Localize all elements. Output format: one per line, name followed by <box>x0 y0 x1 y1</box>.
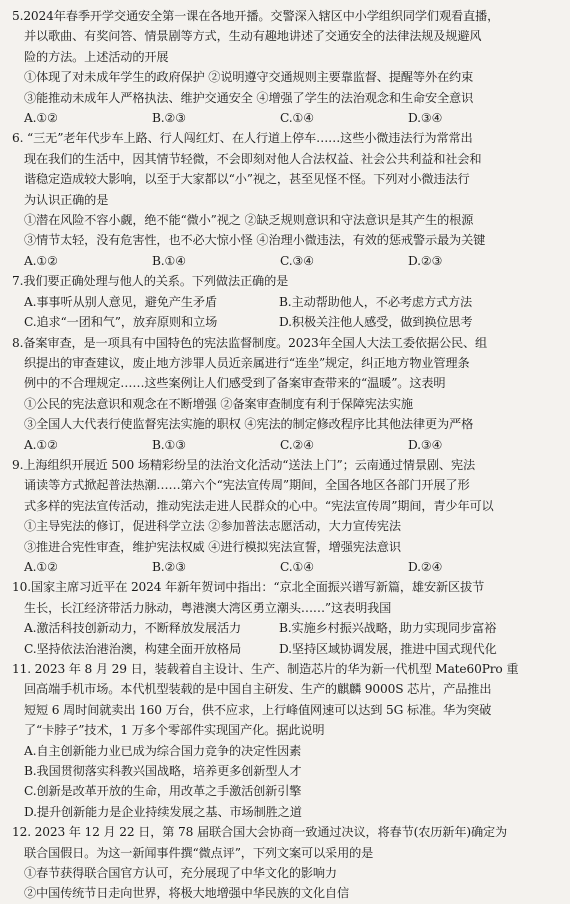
question-stem-line: 了“卡脖子”技术，1 万多个零部件实现国产化。据此说明 <box>24 723 325 738</box>
question-11 <box>12 659 560 822</box>
answer-options-row <box>12 618 560 638</box>
option-b[interactable]: B.实施乡村振兴战略，助力实现同步富裕 <box>279 621 497 636</box>
statement-line: ③情节太轻，没有危害性，也不必大惊小怪 ④治理小微违法，有效的惩戒警示最为关键 <box>24 233 486 248</box>
question-stem-line: 12. 2023 年 12 月 22 日，第 78 届联合国大会协商一致通过决议，将春节(农历新年)确定为 <box>12 825 508 840</box>
question-stem-line: 式多样的宪法宣传活动，推动宪法走进人民群众的心中。“宪法宣传周”期间，青少年可以 <box>24 498 494 513</box>
option-a[interactable]: A.事事听从别人意见，避免产生矛盾 <box>24 294 217 309</box>
option-b[interactable]: B.主动帮助他人，不必考虑方式方法 <box>279 294 473 309</box>
answer-options-row <box>12 639 560 659</box>
answer-options <box>12 108 560 128</box>
statement-line: ①潜在风险不容小觑，绝不能“微小”视之 ②缺乏规则意识和守法意识是其产生的根源 <box>24 213 474 228</box>
question-stem-line: 生长，长江经济带活力脉动，粤港澳大湾区勇立潮头……”这表明我国 <box>24 600 392 615</box>
question-stem-line: 7.我们要正确处理与他人的关系。下列做法正确的是 <box>12 274 289 289</box>
option-b[interactable]: B.①④ <box>152 253 187 268</box>
option-a[interactable]: A.①② <box>24 559 58 574</box>
answer-options <box>12 251 560 271</box>
option-b[interactable]: B.②③ <box>152 111 187 126</box>
option-c[interactable]: C.②④ <box>280 437 315 452</box>
answer-options-row <box>12 292 560 312</box>
question-stem-line: 谐稳定造成较大影响，以至于大家都以“小”视之，甚至见怪不怪。下列对小微违法行 <box>24 172 470 187</box>
option-d[interactable]: D.坚持区域协调发展，推进中国式现代化 <box>279 641 497 656</box>
question-stem-line: 11. 2023 年 8 月 29 日，装载着自主设计、生产、制造芯片的华为新一代机型 Mate60Pro 重 <box>12 662 519 676</box>
statement-line: ③全国人大代表行使监督宪法实施的职权 ④宪法的制定修改程序比其他法律更为严格 <box>24 417 474 432</box>
option-b[interactable]: B.我国贯彻落实科教兴国战略，培养更多创新型人才 <box>24 764 302 779</box>
question-5 <box>12 6 560 128</box>
option-c[interactable]: C.①④ <box>280 559 315 574</box>
option-a[interactable]: A.①② <box>24 437 58 452</box>
statement-line: ①体现了对未成年学生的政府保护 ②说明遵守交通规则主要靠监督、提醒等外在约束 <box>24 70 474 85</box>
option-a[interactable]: A.①② <box>24 111 58 126</box>
option-c[interactable]: C.③④ <box>280 253 315 268</box>
question-stem-line: 织提出的审查建议，废止地方涉罪人员近亲属进行“连坐”规定，纠正地方物业管理条 <box>24 355 470 370</box>
answer-options <box>12 435 560 455</box>
option-d[interactable]: D.积极关注他人感受，做到换位思考 <box>279 315 473 330</box>
question-stem-line: 联合国假日。为这一新闻事件撰“微点评”，下列文案可以采用的是 <box>24 845 374 860</box>
answer-options-row <box>12 312 560 332</box>
statement-line: ②中国传统节日走向世界，将极大地增强中华民族的文化自信 <box>24 886 350 901</box>
question-12 <box>12 822 560 904</box>
question-6 <box>12 128 560 271</box>
option-d[interactable]: D.②③ <box>408 253 443 268</box>
question-stem-line: 现在我们的生活中，因其情节轻微，不会即刻对他人合法权益、社会公共利益和社会和 <box>24 151 482 166</box>
question-stem-line: 并以歌曲、有奖问答、情景剧等方式，生动有趣地讲述了交通安全的法律法规及规避风 <box>24 29 482 44</box>
option-a[interactable]: A.①② <box>24 253 58 268</box>
question-stem-line: 5.2024年春季开学交通安全第一课在各地开播。交警深入辖区中小学组织同学们观看直播， <box>12 9 500 23</box>
question-stem-line: 为认识正确的是 <box>24 192 109 207</box>
option-c[interactable]: C.创新是改革开放的生命，用改革之手激活创新引擎 <box>24 784 302 799</box>
question-stem-line: 6. “三无”老年代步车上路、行人闯红灯、在人行道上停车……这些小微违法行为常常出 <box>12 131 473 146</box>
statement-line: ③推进合宪性审查，维护宪法权威 ④进行模拟宪法宣誓，增强宪法意识 <box>24 539 401 554</box>
option-c[interactable]: C.坚持依法治港治澳，构建全面开放格局 <box>24 641 242 656</box>
question-stem-line: 例中的不合理规定……这些案例让人们感受到了备案审查带来的“温暖”。这表明 <box>24 376 446 391</box>
question-stem-line: 诵读等方式掀起普法热潮……第六个“宪法宣传周”期间，全国各地区各部门开展了形 <box>24 478 470 493</box>
question-stem-line: 短短 6 周时间就卖出 160 万台，供不应求，上行峰值网速可以达到 5G 标准。华为突破 <box>24 702 492 717</box>
option-c[interactable]: C.①④ <box>280 111 315 126</box>
option-b[interactable]: B.②③ <box>152 559 187 574</box>
option-d[interactable]: D.③④ <box>408 437 443 452</box>
option-d[interactable]: D.提升创新能力是企业持续发展之基、市场制胜之道 <box>24 804 302 819</box>
question-9 <box>12 455 560 577</box>
option-a[interactable]: A.激活科技创新动力，不断释放发展活力 <box>24 621 242 636</box>
option-d[interactable]: D.③④ <box>408 111 443 126</box>
question-stem-line: 险的方法。上述活动的开展 <box>24 49 169 64</box>
question-stem-line: 回高端手机市场。本代机型装载的是中国自主研发、生产的麒麟 9000S 芯片，产品推出 <box>24 682 492 697</box>
question-stem-line: 9.上海组织开展近 500 场精彩纷呈的法治文化活动“送法上门”；云南通过情景剧、宪法 <box>12 457 476 472</box>
question-7 <box>12 271 560 332</box>
option-d[interactable]: D.②④ <box>408 559 443 574</box>
answer-options <box>12 557 560 577</box>
statement-line: ③能推动未成年人严格执法、维护交通安全 ④增强了学生的法治观念和生命安全意识 <box>24 90 474 105</box>
question-stem-line: 10.国家主席习近平在 2024 年新年贺词中指出：“京北全面振兴谱写新篇，雄安新区拔节 <box>12 580 485 595</box>
question-8 <box>12 333 560 455</box>
option-c[interactable]: C.追求“一团和气”，放弃原则和立场 <box>24 315 218 330</box>
statement-line: ①春节获得联合国官方认可，充分展现了中华文化的影响力 <box>24 866 337 881</box>
question-10 <box>12 577 560 659</box>
option-b[interactable]: B.①③ <box>152 437 187 452</box>
statement-line: ①公民的宪法意识和观念在不断增强 ②备案审查制度有利于保障宪法实施 <box>24 396 413 411</box>
option-a[interactable]: A.自主创新能力业已成为综合国力竞争的决定性因素 <box>24 743 302 758</box>
statement-line: ①主导宪法的修订，促进科学立法 ②参加普法志愿活动，大力宣传宪法 <box>24 519 401 534</box>
question-stem-line: 8.备案审查，是一项具有中国特色的宪法监督制度。2023年全国人大法工委依据公民、组 <box>12 335 488 350</box>
